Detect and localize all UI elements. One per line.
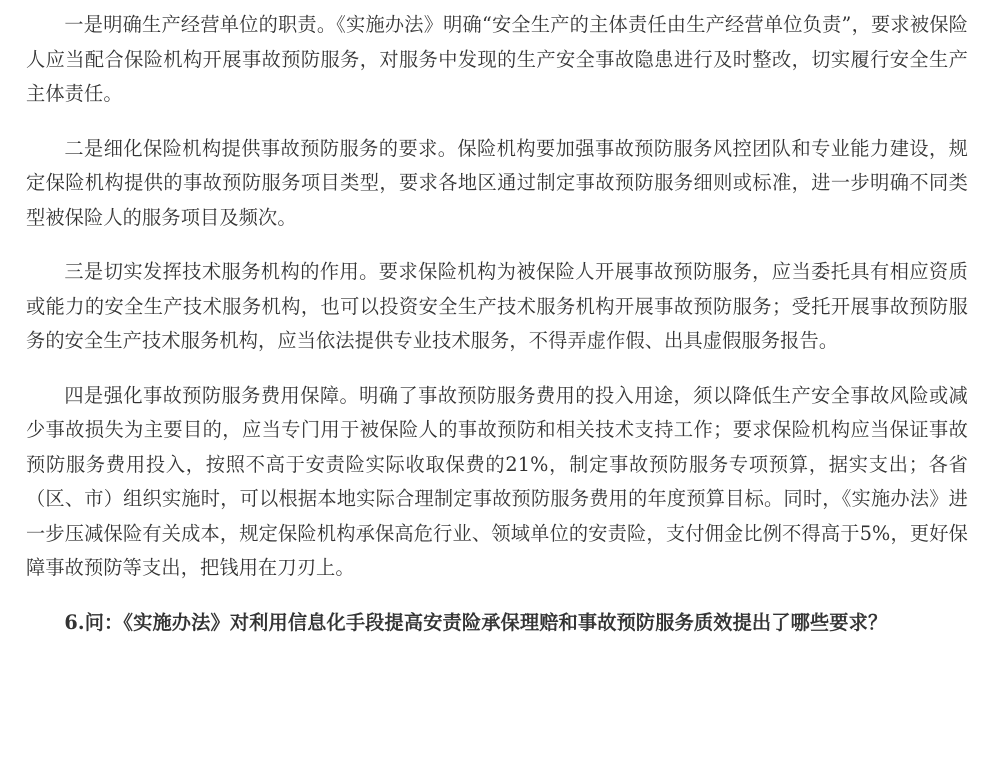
paragraph-technical-service-agencies: 三是切实发挥技术服务机构的作用。要求保险机构为被保险人开展事故预防服务，应当委托具有相应资质或能力的安全生产技术服务机构，也可以投资安全生产技术服务机构开展事故预防服务；受托开展事故预防服务的安全生产技术服务机构，应当依法提供专业技术服务，不得弄虚作假、出具虚假服务报告。 — [26, 260, 968, 352]
question-heading: 6.问：《实施办法》对利用信息化手段提高安责险承保理赔和事故预防服务质效提出了哪些要求？ — [64, 610, 888, 634]
article-body — [26, 8, 968, 660]
paragraph-insurer-prevention-requirements: 二是细化保险机构提供事故预防服务的要求。保险机构要加强事故预防服务风控团队和专业能力建设，规定保险机构提供的事故预防服务项目类型，要求各地区通过制定事故预防服务细则或标准，进一步明确不同类型被保险人的服务项目及频次。 — [26, 136, 968, 229]
paragraph-prevention-cost-guarantee: 四是强化事故预防服务费用保障。明确了事故预防服务费用的投入用途，须以降低生产安全事故风险或减少事故损失为主要目的，应当专门用于被保险人的事故预防和相关技术支持工作；要求保险机构应当保证事故预防服务费用投入，按照不高于安责险实际收取保费的21%，制定事故预防服务专项预算，据实支出；各省（区、市）组织实施时，可以根据本地实际合理制定事故预防服务费用的年度预算目标。同时，《实施办法》进一步压减保险有关成本，规定保险机构承保高危行业、领域单位的安责险，支付佣金比例不得高于5%，更好保障事故预防等支出，把钱用在刀刃上。 — [26, 383, 968, 579]
paragraph-producer-duties: 一是明确生产经营单位的职责。《实施办法》明确“安全生产的主体责任由生产经营单位负责”，要求被保险人应当配合保险机构开展事故预防服务，对服务中发现的生产安全事故隐患进行及时整改，切实履行安全生产主体责任。 — [26, 13, 968, 105]
